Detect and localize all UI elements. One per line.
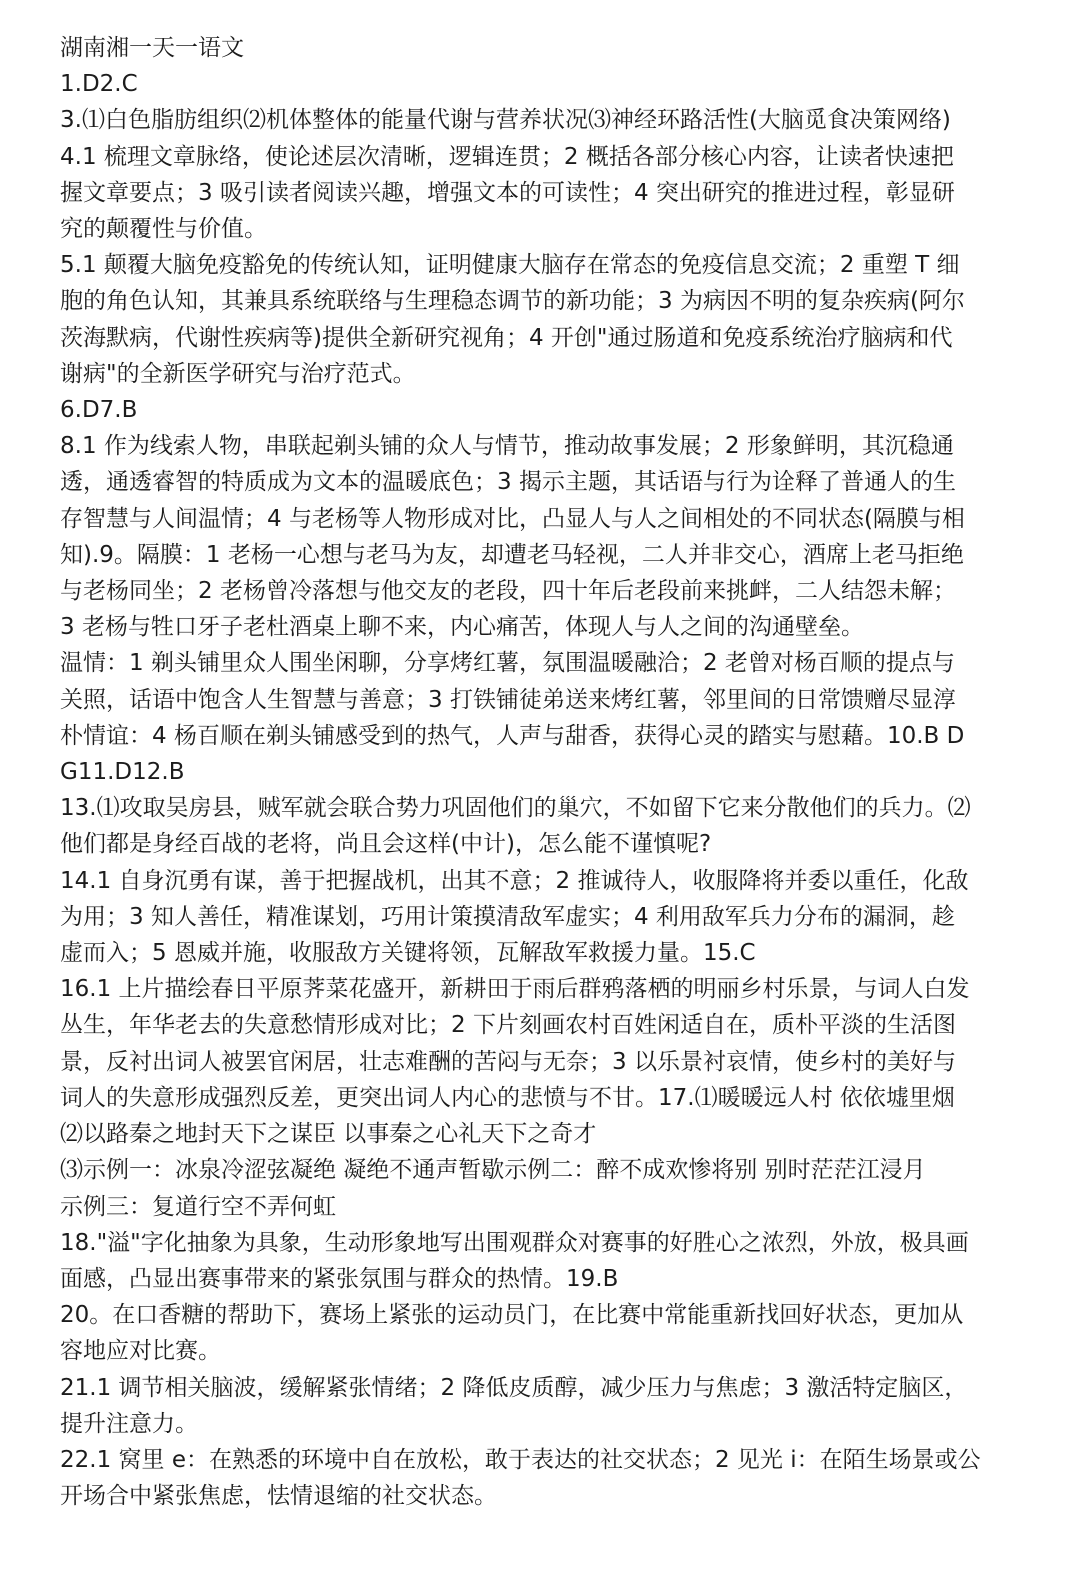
answer-line: ⑵以路秦之地封天下之谋臣 以事秦之心礼天下之奇才 [60, 1121, 597, 1148]
answer-line: 14.1 自身沉勇有谋，善于把握战机，出其不意；2 推诚待人，收服降将并委以重任，化敌 [60, 867, 969, 894]
answer-line: 容地应对比赛。 [60, 1338, 221, 1365]
answer-line: 知).9。隔膜：1 老杨一心想与老马为友，却遭老马轻视，二人并非交心，酒席上老马拒绝 [60, 541, 964, 568]
answer-line: 开场合中紧张焦虑，怯情退缩的社交状态。 [60, 1483, 497, 1510]
answer-line: 5.1 颠覆大脑免疫豁免的传统认知，证明健康大脑存在常态的免疫信息交流；2 重塑 T 细 [60, 252, 960, 279]
answer-line: 4.1 梳理文章脉络，使论述层次清晰，逻辑连贯；2 概括各部分核心内容，让读者快速把 [60, 143, 954, 170]
answer-line: 与老杨同坐；2 老杨曾冷落想与他交友的老段，四十年后老段前来挑衅，二人结怨未解； [60, 578, 956, 605]
answer-line: 1.D2.C [60, 71, 138, 98]
answer-line: 提升注意力。 [60, 1410, 198, 1437]
answer-line: 13.⑴攻取吴房县，贼军就会联合势力巩固他们的巢穴，不如留下它来分散他们的兵力。⑵ [60, 795, 971, 822]
answer-line: 词人的失意形成强烈反差，更突出词人内心的悲愤与不甘。17.⑴暖暖远人村 依依墟里烟 [60, 1084, 955, 1111]
answer-line: 为用；3 知人善任，精准谋划，巧用计策摸清敌军虚实；4 利用敌军兵力分布的漏洞，趁 [60, 903, 955, 930]
answer-line: 6.D7.B [60, 397, 138, 424]
answer-line: 关照，话语中饱含人生智慧与善意；3 打铁铺徒弟送来烤红薯，邻里间的日常馈赠尽显淳 [60, 686, 956, 713]
answer-line: 18."溢"字化抽象为具象，生动形象地写出围观群众对赛事的好胜心之浓烈，外放，极具画 [60, 1229, 969, 1256]
answer-line: 胞的角色认知，其兼具系统联络与生理稳态调节的新功能；3 为病因不明的复杂疾病(阿尔 [60, 288, 965, 315]
answer-line: 20。在口香糖的帮助下，赛场上紧张的运动员门，在比赛中常能重新找回好状态，更加从 [60, 1302, 964, 1329]
answer-line: 透，通透睿智的特质成为文本的温暖底色；3 揭示主题，其话语与行为诠释了普通人的生 [60, 469, 956, 496]
answer-line: 他们都是身经百战的老将，尚且会这样(中计)，怎么能不谨慎呢? [60, 831, 712, 858]
answer-line: 丛生，年华老去的失意愁情形成对比；2 下片刻画农村百姓闲适自在，质朴平淡的生活图 [60, 1012, 956, 1039]
answer-line: ⑶示例一：冰泉冷涩弦凝绝 凝绝不通声暂歇示例二：醉不成欢惨将别 别时茫茫江浸月 [60, 1157, 926, 1184]
answer-line: 景，反衬出词人被罢官闲居，壮志难酬的苦闷与无奈；3 以乐景衬哀情，使乡村的美好与 [60, 1048, 956, 1075]
answer-line: 示例三：复道行空不弄何虹 [60, 1193, 336, 1220]
document-title: 湖南湘一天一语文 [60, 35, 244, 61]
answer-line: 16.1 上片描绘春日平原荠菜花盛开，新耕田于雨后群鸦落栖的明丽乡村乐景，与词人白发 [60, 976, 970, 1003]
answer-line: 虚而入；5 恩威并施，收服敌方关键将领，瓦解敌军救援力量。15.C [60, 940, 756, 967]
answer-line: 温情：1 剃头铺里众人围坐闲聊，分享烤红薯，氛围温暖融洽；2 老曾对杨百顺的提点与 [60, 650, 955, 677]
answer-line: 茨海默病，代谢性疾病等)提供全新研究视角；4 开创"通过肠道和免疫系统治疗脑病和代 [60, 324, 953, 351]
answer-line: G11.D12.B [60, 759, 185, 786]
answer-line: 22.1 窝里 e：在熟悉的环境中自在放松，敢于表达的社交状态；2 见光 i：在陌生场景或公 [60, 1446, 981, 1473]
answer-line: 握文章要点；3 吸引读者阅读兴趣，增强文本的可读性；4 突出研究的推进过程，彰显研 [60, 179, 955, 206]
answer-line: 存智慧与人间温情；4 与老杨等人物形成对比，凸显人与人之间相处的不同状态(隔膜与相 [60, 505, 965, 532]
answer-line: 3.⑴白色脂肪组织⑵机体整体的能量代谢与营养状况⑶神经环路活性(大脑觅食决策网络) [60, 107, 951, 134]
answer-line: 21.1 调节相关脑波，缓解紧张情绪；2 降低皮质醇，减少压力与焦虑；3 激活特定脑区， [60, 1374, 968, 1401]
answer-line: 究的颠覆性与价值。 [60, 216, 267, 243]
answer-line: 面感，凸显出赛事带来的紧张氛围与群众的热情。19.B [60, 1265, 619, 1292]
answer-line: 8.1 作为线索人物，串联起剃头铺的众人与情节，推动故事发展；2 形象鲜明，其沉稳通 [60, 433, 954, 460]
answer-line: 3 老杨与牲口牙子老杜酒桌上聊不来，内心痛苦，体现人与人之间的沟通壁垒。 [60, 614, 864, 641]
answer-line: 谢病"的全新医学研究与治疗范式。 [60, 360, 416, 387]
answer-line: 朴情谊：4 杨百顺在剃头铺感受到的热气，人声与甜香，获得心灵的踏实与慰藉。10.B D [60, 722, 965, 749]
